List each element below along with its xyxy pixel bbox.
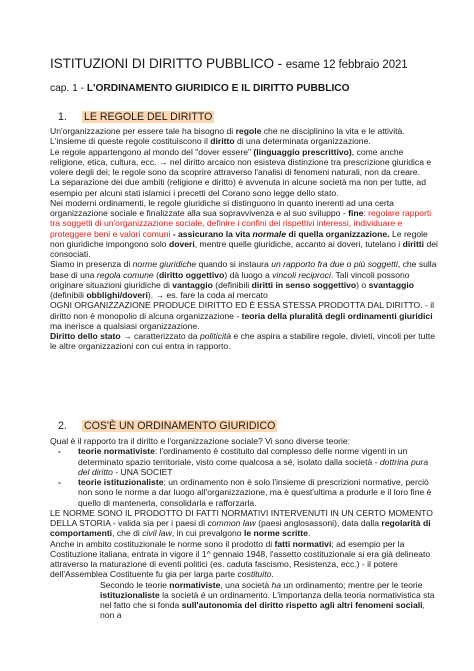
document-title — [50, 56, 408, 71]
paragraph: Anche in ambito costituzionale le norme sono il prodotto di fatti normativi; ad esempio per la Costituzione italiana, entrata in vigore il 1^ gennaio 1948, l'assetto costituzionale si era già delineato attraverso la maturazione di eventi politici (es. caduta fascismo, Resistenza, ecc.) - il potere dell'Assemblea Costituente fu gia per larga parte costituito. — [50, 538, 431, 580]
paragraph: Secondo le teorie normativiste, una società ha un ordinamento; mentre per le teorie istituzionaliste la società è un ordinamento. L'importanza della teoria normativistica sta nel fatto che si fonda sull'autonomia del diritto rispetto agli altri fenomeni sociali, non a — [100, 579, 435, 621]
title-exam-date: esame 12 febbraio 2021 — [285, 59, 408, 71]
bullet-dash: - — [58, 446, 61, 457]
chapter-heading: cap. 1 - L'ORDINAMENTO GIURIDICO E IL DIRITTO PUBBLICO — [50, 83, 350, 94]
title-main: ISTITUZIONI DI DIRITTO PUBBLICO - — [50, 56, 286, 71]
paragraph: Siamo in presenza di norme giuridiche quando si instaura un rapporto fra due o più soggetti, che sulla base di una regola comune (diritto oggettivo) dà luogo a vincoli reciproci. Tali vincoli possono originare situazioni giuridiche di vantaggio (definibili diritti in senso soggettivo) o svantaggio (definibili obblighi/doveri). → es. fare la coda al mercato — [50, 259, 437, 300]
section-1-body — [50, 126, 440, 352]
paragraph: LE NORME SONO IL PRODOTTO DI FATTI NORMATIVI INTERVENUTI IN UN CERTO MOMENTO DELLA STORIA - valida sia per i paesi di common law (paesi anglosassoni), data dalla regolarità di comportamenti, che di civil law, in cui prevalgono le norme scritte. — [50, 507, 433, 539]
paragraph: Qual è il rapporto tra il diritto e l'organizzazione sociale? Vi sono diverse teorie: — [50, 436, 351, 446]
section-heading-2: 2. COS'È UN ORDINAMENTO GIURIDICO — [58, 420, 276, 432]
paragraph: Un'organizzazione per essere tale ha bisogno di regole che ne disciplinino la vita e le attività. L'insieme di queste regole costituiscono il diritto di una determinata organizzazione. — [50, 126, 405, 147]
paragraph: Diritto dello stato → caratterizzato da politicità e che aspira a stabilire regole, divieti, vincoli per tutte le altre organizzazioni con cui entra in rapporto. — [50, 331, 435, 352]
paragraph: Nei moderni ordinamenti, le regole giuridiche si distinguono in quanto inerenti ad una certa organizzazione sociale e finalizzate alla sua sopravvivenza e al suo sviluppo - fine: regolare rapporti tra soggetti di un'organizzazione sociale, definire i confini dei rispettivi interessi, individuare e proteggere beni e valori comuni - assicurano la vita normale di quella organizzazione. Le regole non giuridiche impongono solo doveri, mentre quelle giuridiche, accanto ai doveri, tutelano i diritti dei consociati. — [50, 197, 438, 259]
list-item: - teorie istituzionaliste: un ordinamento non è solo l'insieme di prescrizioni normative, perciò non sono le norme a dar luogo all'organizzazione, ma è quest'ultima a produrle e il loro fine è quello di mantenerla, consolidarla e rafforzarla. — [50, 477, 440, 508]
bullet-dash: - — [58, 477, 61, 487]
highlighted-definition: : regolare rapporti tra soggetti di un'organizzazione sociale, definire i confini dei rispettivi interessi, individuare e proteggere beni e valori comuni — [50, 208, 432, 239]
section-2-body — [50, 436, 440, 621]
paragraph: Le regole appartengono al mondo del "dover essere" (linguaggio prescrittivo), come anche religione, etica, cultura, ecc. → nel diritto arcaico non esisteva distinzione tra prescrizione giuridica e volere degli dei; le regole sono da scoprire attraverso l'analisi di fenomeni naturali, non da creare. — [50, 146, 432, 177]
list-item: - teorie normativiste: l'ordinamento è costituito dal complesso delle norme vigenti in un determinato spazio territoriale, visto come qualcosa a sé, isolato dalla società - dottrina pura del diritto - UNA SOCIET — [50, 446, 440, 477]
paragraph: OGNI ORGANIZZAZIONE PRODUCE DIRITTO ED È ESSA STESSA PRODOTTA DAL DIRITTO. - il diritto non è monopolio di alcuna organizzazione - teoria della pluralità degli ordinamenti giuridici ma inerisce a qualsiasi organizzazione. — [50, 300, 435, 331]
paragraph: La separazione dei due ambiti (religione e diritto) è avvenuta in alcune società ma non per tutte, ad esempio per alcuni stati islamici i precetti del Corano sono legge dello stato. — [50, 177, 426, 198]
section-heading-1: 1. LE REGOLE DEL DIRITTO — [58, 111, 213, 123]
